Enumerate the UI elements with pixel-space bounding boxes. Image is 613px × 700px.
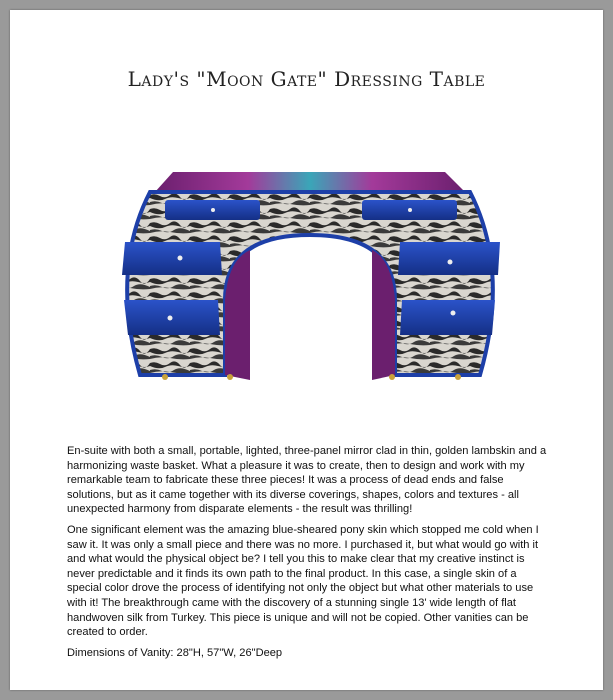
drawer-mid-right (398, 242, 500, 275)
table-top-silk (155, 172, 465, 192)
page-title: Lady's "Moon Gate" Dressing Table (127, 67, 486, 91)
dimensions-text: Dimensions of Vanity: 28"H, 57"W, 26"Deep (67, 646, 283, 659)
paragraph: En-suite with both a small, portable, lighted, three-panel mirror clad in thin, golden lambskin and a harmonizing waste basket. What a pleasure it was to create, then to design and work with my remarkable team to fabricate these three pieces! It was a process of dead ends and false solutions, but as it came together with its diverse coverings, shapes, colors and textures - all unexpected harmony from disparate elements - the result was thrilling! (67, 445, 547, 516)
drawer-low-right (400, 300, 495, 335)
drawer-mid-left (122, 242, 222, 275)
page-card (10, 10, 603, 690)
moon-gate-dressing-table-image (110, 150, 510, 400)
description (67, 444, 547, 666)
paragraph: One significant element was the amazing blue-sheared pony skin which stopped me cold when I saw it. It was only a small piece and there was no more. I purchased it, but what would go with it and what would the physical object be? I tell you this to make clear that my creative instinct is never predictable and it finds its own path to the final product. In this case, a single skin of a special color drove the process of identifying not only the object but what other materials to use with it! The breakthrough came with the discovery of a stunning single 13' wide length of flat handwoven silk from Turkey. This piece is unique and will not be copied. Other vanities can be created to order. (67, 523, 539, 639)
